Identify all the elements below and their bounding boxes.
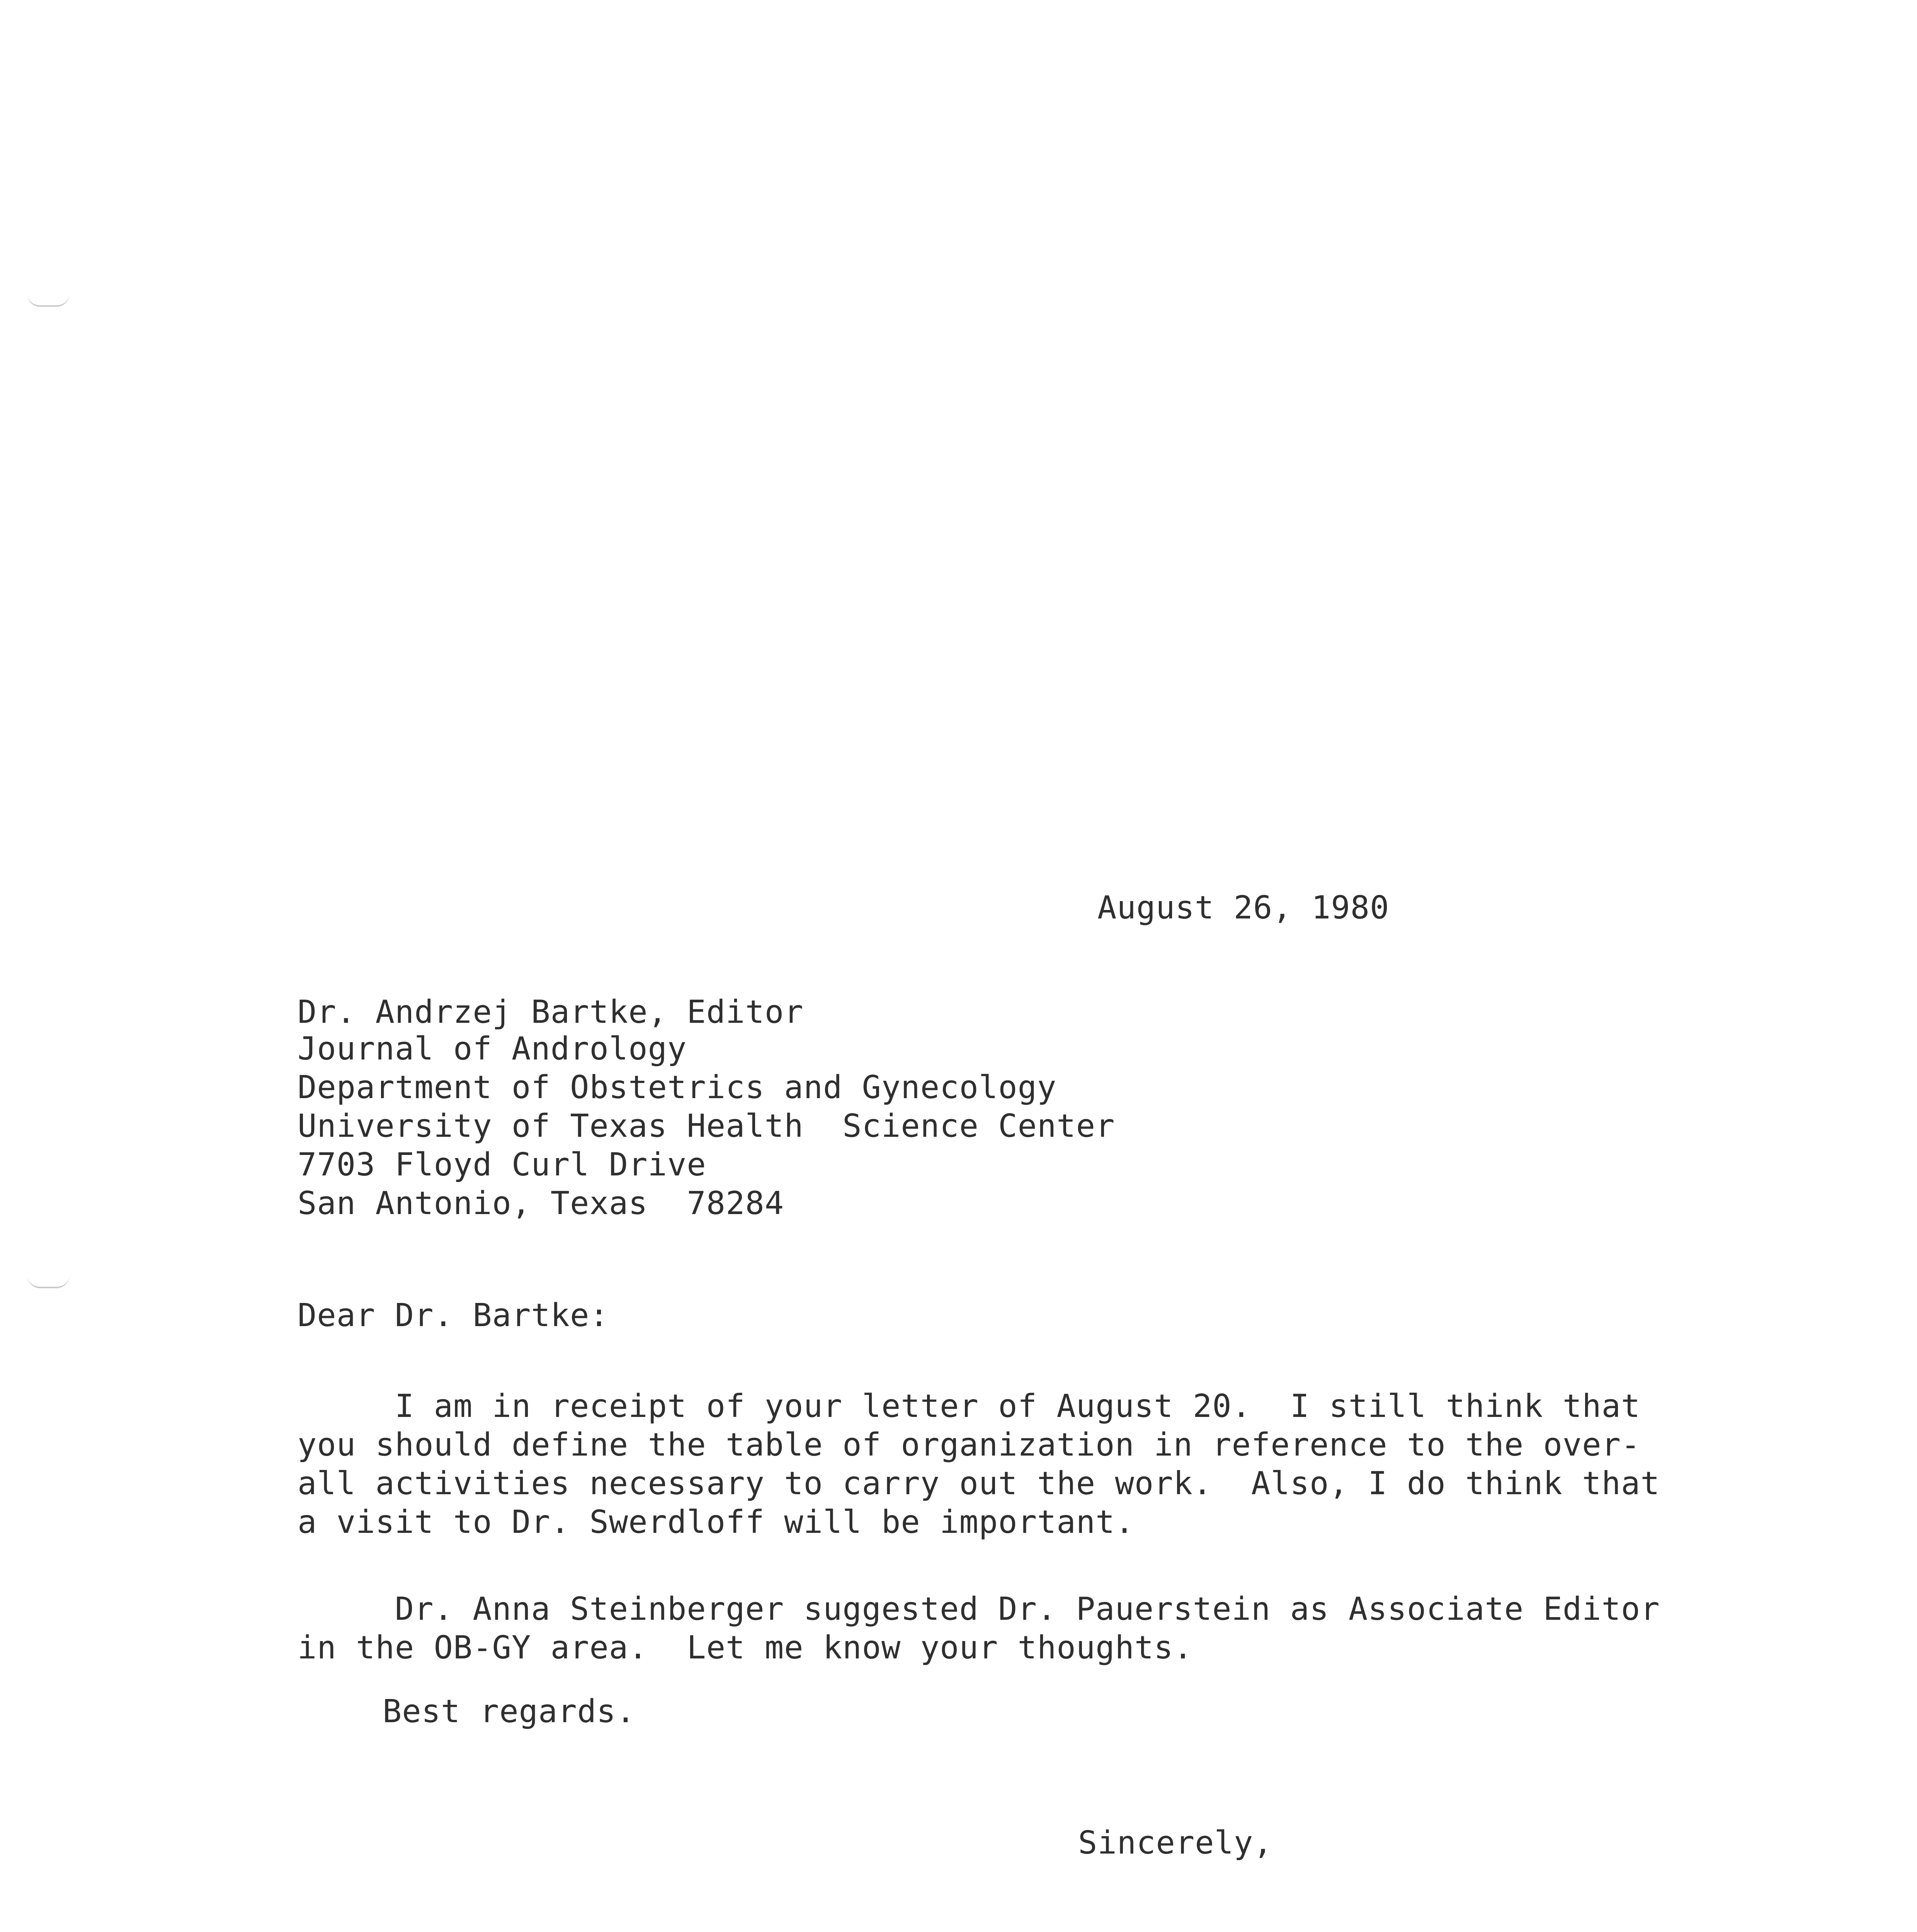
recipient-line: Dr. Andrzej Bartke, Editor [298,994,804,1031]
scan-mark [27,294,70,307]
regards-line: Best regards. [383,1693,636,1730]
closing: Sincerely, [1078,1825,1273,1861]
body-line: a visit to Dr. Swerdloff will be important. [298,1504,1135,1541]
letter-date: August 26, 1980 [1097,889,1390,926]
body-line: Dr. Anna Steinberger suggested Dr. Pauerstein as Associate Editor [298,1591,1660,1628]
recipient-line: 7703 Floyd Curl Drive [298,1146,706,1183]
salutation: Dear Dr. Bartke: [298,1297,609,1334]
body-line: all activities necessary to carry out the work. Also, I do think that [298,1465,1660,1502]
recipient-line: University of Texas Health Science Center [298,1108,1115,1145]
body-line: you should define the table of organization in reference to the over- [298,1427,1641,1463]
recipient-line: Department of Obstetrics and Gynecology [298,1069,1057,1106]
recipient-line: San Antonio, Texas 78284 [298,1185,784,1222]
body-line: in the OB-GY area. Let me know your thoughts. [298,1629,1193,1666]
recipient-line: Journal of Andrology [298,1031,687,1067]
scan-mark [27,1275,70,1288]
body-line: I am in receipt of your letter of August 20. I still think that [298,1388,1641,1425]
